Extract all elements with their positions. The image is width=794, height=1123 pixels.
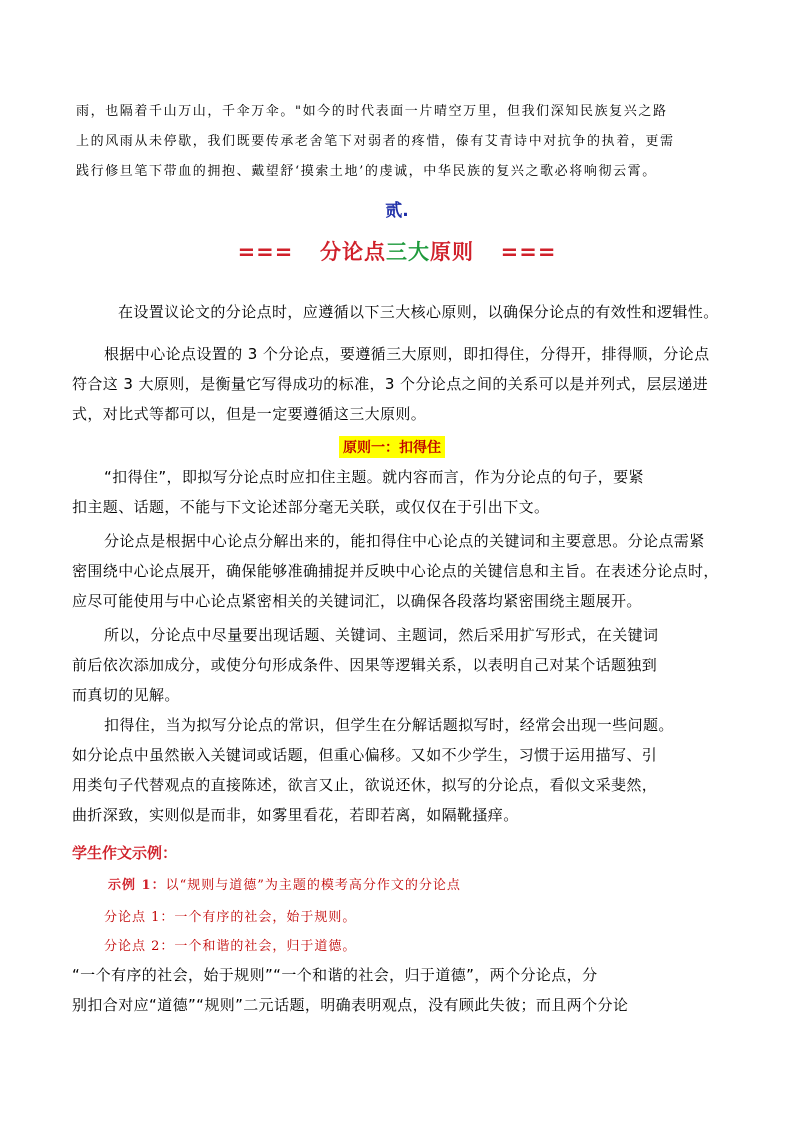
body-text-line: 所以，分论点中尽量要出现话题、关键词、主题词，然后采用扩写形式，在关键词	[104, 626, 659, 644]
example-point-text: 一个和谐的社会，归于道德。	[174, 939, 357, 954]
body-text-line: 分论点是根据中心论点分解出来的，能扣得住中心论点的关键词和主要意思。分论点需紧	[104, 532, 705, 550]
body-text-line: 而真切的见解。	[72, 686, 180, 704]
example-point	[104, 906, 356, 925]
body-text-line: 符合这 3 大原则，是衡量它写得成功的标准，3 个分论点之间的关系可以是并列式，层层递进	[72, 375, 708, 393]
body-text-line: 扣得住，当为拟写分论点的常识，但学生在分解话题拟写时，经常会出现一些问题。	[104, 716, 674, 734]
body-text-line: 践行修旦笔下带血的拥抱、戴望舒‘摸索土地’的虔诚，中华民族的复兴之歌必将响彻云霄。	[76, 164, 657, 179]
body-text-line: 上的风雨从未停歇，我们既要传承老舍笔下对弱者的疼惜，傣有艾青诗中对抗争的执着，更需	[76, 134, 675, 149]
section-title	[0, 236, 794, 266]
title-mark-left: ===	[237, 240, 294, 264]
example-heading: 学生作文示例：	[72, 844, 178, 862]
body-text-line: “一个有序的社会，始于规则”“一个和谐的社会，归于道德”，两个分论点，分	[72, 966, 598, 984]
title-part: 原则	[430, 240, 474, 264]
example-point-label: 分论点 1：	[104, 910, 175, 925]
body-text-line: 前后依次添加成分，或使分句形成条件、因果等逻辑关系，以表明自己对某个话题独到	[72, 656, 658, 674]
body-text-line: 密围绕中心论点展开，确保能够准确捕捉并反映中心论点的关键信息和主旨。在表述分论点时，	[72, 562, 719, 580]
body-text-line: 根据中心论点设置的 3 个分论点，要遵循三大原则，即扣得住，分得开，排得顺，分论点	[104, 345, 710, 363]
example-point-label: 分论点 2：	[104, 939, 175, 954]
body-text-line: 别扣合对应“道德”“规则”二元话题，明确表明观点，没有顾此失彼；而且两个分论	[72, 996, 629, 1014]
body-text-line: 如分论点中虽然嵌入关键词或话题，但重心偏移。又如不少学生，习惯于运用描写、引	[72, 746, 658, 764]
intro-text: 在设置议论文的分论点时，应遵循以下三大核心原则，以确保分论点的有效性和逻辑性。	[118, 303, 719, 321]
body-text-line: “扣得住”，即拟写分论点时应扣住主题。就内容而言，作为分论点的句子，要紧	[104, 468, 644, 486]
section-number: 贰.	[385, 201, 409, 221]
body-text-line: 曲折深致，实则似是而非，如雾里看花，若即若离，如隔靴搔痒。	[72, 806, 519, 824]
example-point-text: 一个有序的社会，始于规则。	[174, 910, 357, 925]
title-part: 分论点	[320, 240, 386, 264]
example-point	[104, 935, 356, 954]
body-text-line: 雨，也隔着千山万山，千伞万伞。"如今的时代表面一片晴空万里，但我们深知民族复兴之路	[76, 104, 668, 119]
example-text: 以“规则与道德”为主题的模考高分作文的分论点	[165, 878, 461, 893]
title-mark-right: ===	[500, 240, 557, 264]
example-line	[108, 874, 461, 893]
example-label: 示例 1：	[108, 878, 166, 893]
principle-heading: 原则一：扣得住	[339, 436, 445, 458]
body-text-line: 用类句子代替观点的直接陈述，欲言又止，欲说还休，拟写的分论点，看似文采斐然，	[72, 776, 658, 794]
body-text-line: 式，对比式等都可以，但是一定要遵循这三大原则。	[72, 405, 427, 423]
body-text-line: 应尽可能使用与中心论点紧密相关的关键词汇，以确保各段落均紧密围绕主题展开。	[72, 592, 642, 610]
body-text-line: 扣主题、话题，不能与下文论述部分毫无关联，或仅仅在于引出下文。	[72, 498, 550, 516]
title-part: 三大	[386, 240, 430, 264]
